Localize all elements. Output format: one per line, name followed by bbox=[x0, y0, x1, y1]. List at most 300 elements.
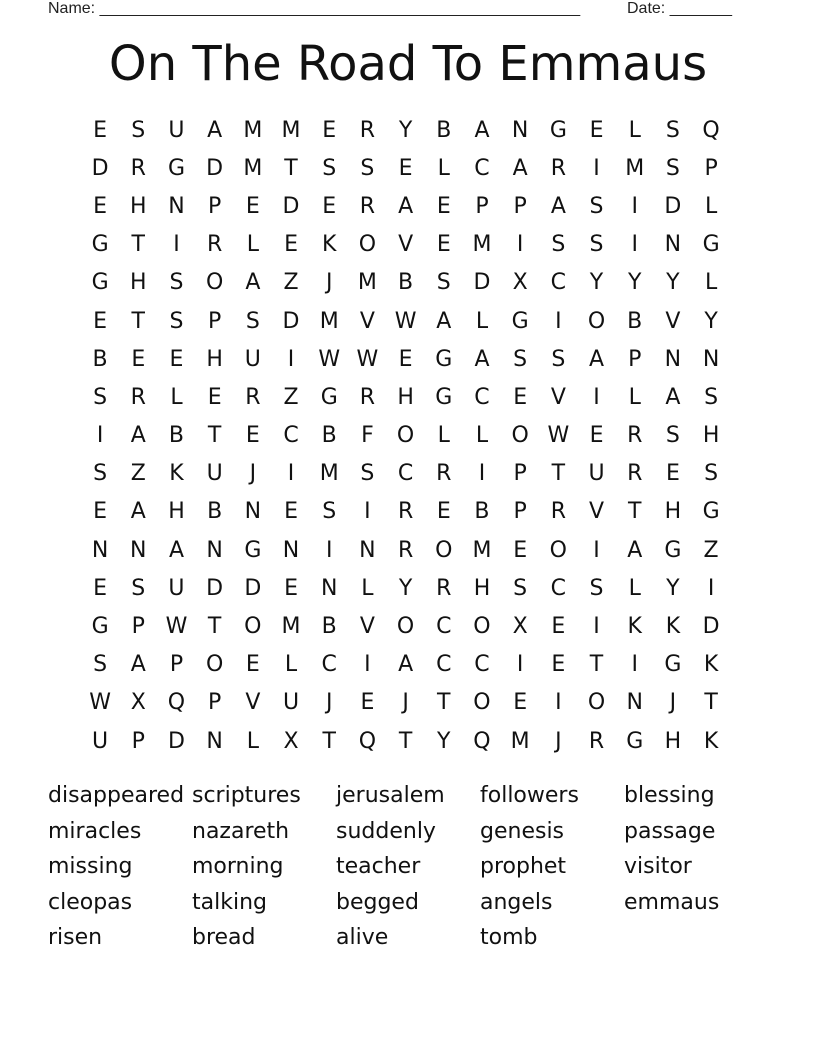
grid-letter[interactable]: T bbox=[322, 728, 336, 754]
grid-letter[interactable]: I bbox=[287, 461, 295, 487]
grid-letter[interactable]: R bbox=[207, 232, 223, 258]
grid-letter[interactable]: S bbox=[551, 346, 566, 372]
grid-letter[interactable]: M bbox=[510, 728, 530, 754]
grid-letter[interactable]: S bbox=[322, 499, 337, 525]
grid-letter[interactable]: U bbox=[92, 728, 109, 754]
grid-letter[interactable]: O bbox=[511, 423, 529, 449]
grid-letter[interactable]: R bbox=[130, 155, 146, 181]
grid-letter[interactable]: A bbox=[398, 652, 414, 678]
grid-letter[interactable]: B bbox=[398, 270, 414, 296]
grid-letter[interactable]: O bbox=[435, 537, 453, 563]
grid-letter[interactable]: E bbox=[93, 308, 108, 334]
grid-letter[interactable]: P bbox=[131, 728, 145, 754]
grid-letter[interactable]: D bbox=[282, 308, 300, 334]
grid-letter[interactable]: O bbox=[587, 690, 606, 716]
grid-letter[interactable]: P bbox=[131, 614, 145, 640]
grid-letter[interactable]: E bbox=[322, 117, 337, 143]
grid-letter[interactable]: W bbox=[356, 346, 379, 372]
grid-letter[interactable]: A bbox=[207, 117, 223, 143]
grid-letter[interactable]: H bbox=[397, 384, 414, 410]
grid-letter[interactable]: G bbox=[702, 499, 720, 525]
grid-letter[interactable]: C bbox=[474, 155, 490, 181]
grid-letter[interactable]: O bbox=[205, 270, 224, 296]
grid-letter[interactable]: D bbox=[702, 614, 720, 640]
grid-letter[interactable]: A bbox=[130, 652, 146, 678]
grid-letter[interactable]: E bbox=[513, 690, 528, 716]
grid-letter[interactable]: Y bbox=[589, 270, 604, 296]
grid-letter[interactable]: G bbox=[435, 346, 453, 372]
grid-letter[interactable]: L bbox=[246, 232, 259, 258]
grid-letter[interactable]: E bbox=[360, 690, 375, 716]
grid-letter[interactable]: E bbox=[589, 117, 604, 143]
grid-letter[interactable]: S bbox=[169, 308, 184, 334]
grid-letter[interactable]: H bbox=[130, 270, 147, 296]
grid-letter[interactable]: E bbox=[93, 117, 108, 143]
grid-letter[interactable]: A bbox=[550, 193, 566, 219]
grid-letter[interactable]: T bbox=[131, 232, 145, 258]
grid-letter[interactable]: G bbox=[91, 232, 109, 258]
grid-letter[interactable]: P bbox=[208, 193, 222, 219]
grid-letter[interactable]: M bbox=[319, 308, 339, 334]
grid-letter[interactable]: H bbox=[473, 575, 491, 601]
grid-letter[interactable]: S bbox=[93, 384, 108, 410]
grid-letter[interactable]: C bbox=[550, 575, 567, 601]
grid-letter[interactable]: K bbox=[627, 614, 642, 640]
grid-letter[interactable]: M bbox=[472, 537, 492, 563]
grid-letter[interactable]: S bbox=[245, 308, 260, 334]
grid-letter[interactable]: I bbox=[325, 537, 333, 563]
grid-letter[interactable]: M bbox=[319, 461, 339, 487]
grid-letter[interactable]: K bbox=[169, 461, 184, 487]
grid-letter[interactable]: N bbox=[664, 232, 682, 258]
grid-letter[interactable]: R bbox=[550, 499, 566, 525]
grid-letter[interactable]: N bbox=[664, 346, 682, 372]
grid-letter[interactable]: P bbox=[513, 499, 527, 525]
grid-letter[interactable]: E bbox=[398, 346, 413, 372]
grid-letter[interactable]: H bbox=[206, 346, 223, 372]
grid-letter[interactable]: T bbox=[551, 461, 566, 487]
grid-letter[interactable]: W bbox=[318, 346, 341, 372]
grid-letter[interactable]: M bbox=[243, 117, 263, 143]
grid-letter[interactable]: J bbox=[555, 728, 562, 754]
grid-letter[interactable]: J bbox=[402, 690, 409, 716]
grid-letter[interactable]: N bbox=[626, 690, 643, 716]
grid-letter[interactable]: C bbox=[283, 423, 299, 449]
grid-letter[interactable]: P bbox=[628, 346, 642, 372]
grid-letter[interactable]: C bbox=[436, 652, 452, 678]
grid-letter[interactable]: M bbox=[472, 232, 492, 258]
grid-letter[interactable]: X bbox=[512, 270, 528, 296]
grid-letter[interactable]: E bbox=[284, 575, 298, 601]
grid-letter[interactable]: O bbox=[587, 308, 606, 334]
grid-letter[interactable]: U bbox=[282, 690, 300, 716]
grid-letter[interactable]: A bbox=[245, 270, 261, 296]
grid-letter[interactable]: N bbox=[244, 499, 262, 525]
grid-letter[interactable]: S bbox=[131, 117, 146, 143]
grid-letter[interactable]: V bbox=[245, 690, 261, 716]
grid-letter[interactable]: Z bbox=[283, 270, 299, 296]
grid-letter[interactable]: H bbox=[702, 423, 720, 449]
grid-letter[interactable]: B bbox=[168, 423, 185, 449]
grid-letter[interactable]: V bbox=[359, 308, 375, 334]
grid-letter[interactable]: L bbox=[704, 270, 718, 296]
grid-letter[interactable]: L bbox=[170, 384, 183, 410]
grid-letter[interactable]: G bbox=[511, 308, 529, 334]
grid-letter[interactable]: K bbox=[703, 652, 719, 678]
grid-letter[interactable]: Y bbox=[666, 575, 680, 601]
grid-letter[interactable]: U bbox=[168, 575, 185, 601]
grid-letter[interactable]: L bbox=[284, 652, 298, 678]
grid-letter[interactable]: G bbox=[435, 384, 453, 410]
grid-letter[interactable]: P bbox=[513, 193, 527, 219]
grid-letter[interactable]: S bbox=[704, 384, 719, 410]
grid-letter[interactable]: C bbox=[474, 384, 490, 410]
grid-letter[interactable]: C bbox=[436, 614, 452, 640]
grid-letter[interactable]: D bbox=[91, 155, 109, 181]
grid-letter[interactable]: S bbox=[436, 270, 451, 296]
grid-letter[interactable]: T bbox=[589, 652, 604, 678]
grid-letter[interactable]: S bbox=[704, 461, 719, 487]
letter-grid bbox=[81, 111, 730, 760]
grid-letter[interactable]: T bbox=[207, 423, 222, 449]
grid-letter[interactable]: P bbox=[475, 193, 489, 219]
grid-letter[interactable]: G bbox=[91, 614, 109, 640]
grid-letter[interactable]: S bbox=[665, 155, 680, 181]
grid-letter[interactable]: A bbox=[665, 384, 681, 410]
grid-letter[interactable]: B bbox=[627, 308, 643, 334]
grid-letter[interactable]: A bbox=[130, 499, 146, 525]
grid-letter[interactable]: P bbox=[169, 652, 184, 678]
grid-letter[interactable]: D bbox=[244, 575, 262, 601]
grid-letter[interactable]: L bbox=[628, 117, 641, 143]
grid-letter[interactable]: A bbox=[474, 117, 490, 143]
grid-letter[interactable]: Y bbox=[437, 728, 451, 754]
grid-letter[interactable]: L bbox=[628, 384, 641, 410]
grid-letter[interactable]: E bbox=[551, 652, 566, 678]
grid-letter[interactable]: G bbox=[664, 652, 682, 678]
grid-letter[interactable]: E bbox=[93, 193, 108, 219]
grid-letter[interactable]: N bbox=[359, 537, 376, 563]
grid-letter[interactable]: R bbox=[397, 537, 414, 563]
grid-letter[interactable]: S bbox=[131, 575, 146, 601]
grid-letter[interactable]: R bbox=[627, 461, 643, 487]
grid-letter[interactable]: S bbox=[665, 117, 680, 143]
grid-letter[interactable]: Y bbox=[627, 270, 642, 296]
grid-letter[interactable]: S bbox=[589, 232, 604, 258]
grid-letter[interactable]: C bbox=[474, 652, 490, 678]
grid-letter[interactable]: T bbox=[704, 690, 718, 716]
grid-letter[interactable]: E bbox=[513, 384, 528, 410]
grid-letter[interactable]: T bbox=[207, 614, 222, 640]
grid-letter[interactable]: X bbox=[512, 614, 528, 640]
grid-letter[interactable]: Q bbox=[358, 728, 377, 754]
grid-letter[interactable]: R bbox=[359, 384, 376, 410]
grid-letter[interactable]: B bbox=[92, 346, 108, 372]
grid-letter[interactable]: Z bbox=[130, 461, 146, 487]
grid-letter[interactable]: U bbox=[206, 461, 223, 487]
grid-letter[interactable]: M bbox=[625, 155, 645, 181]
grid-letter[interactable]: S bbox=[360, 461, 375, 487]
grid-letter[interactable]: O bbox=[244, 614, 262, 640]
grid-letter[interactable]: D bbox=[206, 575, 224, 601]
grid-letter[interactable]: O bbox=[473, 614, 491, 640]
grid-letter[interactable]: E bbox=[513, 537, 528, 563]
grid-letter[interactable]: Y bbox=[398, 575, 413, 601]
grid-letter[interactable]: N bbox=[702, 346, 720, 372]
grid-letter[interactable]: G bbox=[549, 117, 567, 143]
grid-letter[interactable]: N bbox=[130, 537, 147, 563]
word-bank-item: miracles bbox=[48, 818, 142, 844]
word-bank-item: visitor bbox=[624, 854, 692, 879]
grid-letter[interactable]: E bbox=[436, 193, 451, 219]
grid-letter[interactable]: E bbox=[169, 346, 184, 372]
grid-letter[interactable]: L bbox=[475, 423, 489, 449]
grid-letter[interactable]: E bbox=[245, 652, 260, 678]
grid-letter[interactable]: M bbox=[243, 155, 263, 181]
grid-letter[interactable]: E bbox=[245, 193, 260, 219]
grid-letter[interactable]: J bbox=[669, 690, 677, 716]
grid-letter[interactable]: S bbox=[93, 652, 108, 678]
grid-letter[interactable]: B bbox=[474, 499, 490, 525]
grid-letter[interactable]: S bbox=[322, 155, 337, 181]
grid-letter[interactable]: E bbox=[436, 499, 451, 525]
grid-letter[interactable]: K bbox=[665, 614, 681, 640]
grid-letter[interactable]: G bbox=[320, 384, 338, 410]
grid-letter[interactable]: L bbox=[437, 155, 450, 181]
grid-letter[interactable]: R bbox=[245, 384, 261, 410]
grid-letter[interactable]: Z bbox=[703, 537, 719, 563]
grid-letter[interactable]: W bbox=[394, 308, 417, 334]
grid-letter[interactable]: T bbox=[284, 155, 298, 181]
grid-letter[interactable]: I bbox=[631, 232, 638, 258]
grid-letter[interactable]: P bbox=[704, 155, 718, 181]
grid-letter[interactable]: V bbox=[665, 308, 681, 334]
grid-letter[interactable]: L bbox=[628, 575, 641, 601]
grid-letter[interactable]: L bbox=[704, 193, 718, 219]
grid-letter[interactable]: E bbox=[589, 423, 604, 449]
grid-letter[interactable]: Y bbox=[704, 308, 718, 334]
grid-letter[interactable]: T bbox=[398, 728, 413, 754]
grid-letter[interactable]: I bbox=[287, 346, 295, 372]
grid-letter[interactable]: D bbox=[167, 728, 185, 754]
grid-letter[interactable]: B bbox=[321, 423, 337, 449]
grid-letter[interactable]: N bbox=[320, 575, 338, 601]
grid-letter[interactable]: N bbox=[168, 193, 185, 219]
grid-letter[interactable]: T bbox=[131, 308, 145, 334]
grid-letter[interactable]: I bbox=[516, 652, 524, 678]
grid-letter[interactable]: D bbox=[473, 270, 491, 296]
grid-letter[interactable]: T bbox=[437, 690, 451, 716]
grid-letter[interactable]: R bbox=[130, 384, 146, 410]
grid-letter[interactable]: W bbox=[547, 423, 570, 449]
grid-letter[interactable]: H bbox=[664, 728, 682, 754]
grid-letter[interactable]: S bbox=[169, 270, 184, 296]
grid-letter[interactable]: I bbox=[96, 423, 104, 449]
grid-letter[interactable]: I bbox=[707, 575, 715, 601]
grid-letter[interactable]: M bbox=[281, 117, 301, 143]
grid-letter[interactable]: R bbox=[359, 193, 376, 219]
grid-letter[interactable]: Z bbox=[283, 384, 299, 410]
grid-letter[interactable]: O bbox=[396, 423, 415, 449]
grid-letter[interactable]: N bbox=[91, 537, 109, 563]
grid-letter[interactable]: E bbox=[93, 499, 108, 525]
grid-letter[interactable]: E bbox=[551, 614, 566, 640]
grid-letter[interactable]: A bbox=[398, 193, 414, 219]
grid-letter[interactable]: O bbox=[473, 690, 491, 716]
grid-letter[interactable]: X bbox=[130, 690, 146, 716]
grid-letter[interactable]: O bbox=[549, 537, 567, 563]
grid-letter[interactable]: E bbox=[284, 499, 298, 525]
grid-letter[interactable]: L bbox=[361, 575, 374, 601]
grid-letter[interactable]: U bbox=[168, 117, 185, 143]
grid-letter[interactable]: R bbox=[550, 155, 566, 181]
grid-letter[interactable]: R bbox=[359, 117, 376, 143]
grid-letter[interactable]: K bbox=[703, 728, 719, 754]
grid-letter[interactable]: O bbox=[358, 232, 377, 258]
grid-letter[interactable]: I bbox=[364, 499, 371, 525]
date-field[interactable]: Date: _______ bbox=[627, 0, 732, 17]
grid-letter[interactable]: G bbox=[626, 728, 644, 754]
grid-letter[interactable]: E bbox=[131, 346, 146, 372]
grid-letter[interactable]: M bbox=[357, 270, 377, 296]
grid-letter[interactable]: U bbox=[588, 461, 605, 487]
grid-letter[interactable]: G bbox=[244, 537, 262, 563]
grid-letter[interactable]: N bbox=[511, 117, 529, 143]
grid-letter[interactable]: S bbox=[513, 346, 528, 372]
grid-letter[interactable]: E bbox=[245, 423, 260, 449]
grid-letter[interactable]: H bbox=[168, 499, 185, 525]
grid-letter[interactable]: L bbox=[437, 423, 450, 449]
grid-letter[interactable]: I bbox=[364, 652, 371, 678]
grid-letter[interactable]: S bbox=[589, 193, 604, 219]
grid-letter[interactable]: V bbox=[550, 384, 566, 410]
grid-letter[interactable]: S bbox=[589, 575, 604, 601]
grid-letter[interactable]: V bbox=[589, 499, 605, 525]
grid-letter[interactable]: I bbox=[593, 614, 600, 640]
grid-letter[interactable]: D bbox=[664, 193, 682, 219]
grid-letter[interactable]: I bbox=[478, 461, 486, 487]
grid-letter[interactable]: T bbox=[627, 499, 642, 525]
grid-letter[interactable]: E bbox=[398, 155, 413, 181]
grid-letter[interactable]: R bbox=[397, 499, 414, 525]
grid-letter[interactable]: X bbox=[283, 728, 299, 754]
grid-letter[interactable]: I bbox=[593, 155, 600, 181]
grid-letter[interactable]: I bbox=[631, 652, 638, 678]
grid-letter[interactable]: E bbox=[93, 575, 108, 601]
grid-letter[interactable]: P bbox=[208, 690, 222, 716]
grid-letter[interactable]: J bbox=[249, 461, 257, 487]
grid-letter[interactable]: O bbox=[205, 652, 224, 678]
word-bank-item: scriptures bbox=[192, 783, 301, 808]
grid-letter[interactable]: R bbox=[588, 728, 605, 754]
grid-letter[interactable]: D bbox=[282, 193, 300, 219]
grid-letter[interactable]: S bbox=[551, 232, 566, 258]
grid-letter[interactable]: Y bbox=[398, 117, 413, 143]
grid-letter[interactable]: W bbox=[89, 690, 111, 716]
grid-letter[interactable]: E bbox=[665, 461, 680, 487]
grid-letter[interactable]: E bbox=[284, 232, 298, 258]
grid-letter[interactable]: Q bbox=[167, 690, 186, 716]
grid-letter[interactable]: C bbox=[550, 270, 567, 296]
grid-letter[interactable]: B bbox=[436, 117, 452, 143]
grid-letter[interactable]: A bbox=[436, 308, 452, 334]
grid-letter[interactable]: I bbox=[555, 690, 562, 716]
grid-letter[interactable]: Q bbox=[702, 117, 720, 143]
grid-letter[interactable]: J bbox=[325, 270, 333, 296]
grid-letter[interactable]: G bbox=[702, 232, 720, 258]
grid-letter[interactable]: M bbox=[281, 614, 301, 640]
grid-letter[interactable]: W bbox=[165, 614, 188, 640]
word-bank-item: alive bbox=[336, 925, 389, 950]
grid-letter[interactable]: Q bbox=[473, 728, 491, 754]
grid-letter[interactable]: A bbox=[130, 423, 146, 449]
header bbox=[0, 0, 816, 20]
grid-letter[interactable]: D bbox=[206, 155, 224, 181]
grid-letter[interactable]: I bbox=[173, 232, 180, 258]
grid-letter[interactable]: N bbox=[282, 537, 300, 563]
grid-letter[interactable]: R bbox=[436, 575, 452, 601]
grid-letter[interactable]: B bbox=[207, 499, 223, 525]
grid-letter[interactable]: E bbox=[322, 193, 337, 219]
grid-letter[interactable]: F bbox=[361, 423, 374, 449]
grid-letter[interactable]: A bbox=[512, 155, 528, 181]
grid-letter[interactable]: R bbox=[436, 461, 452, 487]
name-field[interactable]: Name: ______________________________________________________ bbox=[48, 0, 581, 17]
grid-letter[interactable]: G bbox=[664, 537, 682, 563]
grid-letter[interactable]: E bbox=[436, 232, 451, 258]
grid-letter[interactable]: I bbox=[516, 232, 524, 258]
word-bank-item: morning bbox=[192, 854, 284, 879]
grid-letter[interactable]: U bbox=[244, 346, 261, 372]
grid-letter[interactable]: H bbox=[664, 499, 682, 525]
grid-letter[interactable]: G bbox=[167, 155, 185, 181]
grid-letter[interactable]: N bbox=[206, 728, 223, 754]
grid-letter[interactable]: V bbox=[398, 232, 414, 258]
grid-letter[interactable]: C bbox=[397, 461, 414, 487]
grid-letter[interactable]: I bbox=[555, 308, 562, 334]
grid-letter[interactable]: A bbox=[589, 346, 605, 372]
grid-letter[interactable]: G bbox=[91, 270, 109, 296]
grid-letter[interactable]: A bbox=[474, 346, 490, 372]
grid-letter[interactable]: S bbox=[360, 155, 375, 181]
grid-letter[interactable]: L bbox=[246, 728, 259, 754]
grid-letter[interactable]: I bbox=[631, 193, 638, 219]
grid-letter[interactable]: E bbox=[207, 384, 222, 410]
grid-letter[interactable]: S bbox=[665, 423, 680, 449]
grid-letter[interactable]: S bbox=[513, 575, 528, 601]
grid-letter[interactable]: N bbox=[206, 537, 223, 563]
grid-letter[interactable]: K bbox=[322, 232, 337, 258]
word-bank-item: genesis bbox=[480, 818, 565, 844]
grid-letter[interactable]: J bbox=[325, 690, 333, 716]
grid-letter[interactable]: S bbox=[93, 461, 108, 487]
grid-letter[interactable]: H bbox=[130, 193, 147, 219]
grid-letter[interactable]: Y bbox=[666, 270, 680, 296]
grid-letter[interactable]: A bbox=[627, 537, 643, 563]
grid-letter[interactable]: I bbox=[593, 384, 600, 410]
grid-letter[interactable]: L bbox=[475, 308, 489, 334]
grid-letter[interactable]: P bbox=[208, 308, 222, 334]
grid-letter[interactable]: B bbox=[321, 614, 337, 640]
grid-letter[interactable]: P bbox=[513, 461, 527, 487]
grid-letter[interactable]: O bbox=[396, 614, 415, 640]
grid-letter[interactable]: C bbox=[321, 652, 337, 678]
grid-letter[interactable]: R bbox=[627, 423, 643, 449]
word-bank-item: bread bbox=[192, 925, 256, 950]
grid-letter[interactable]: I bbox=[593, 537, 600, 563]
grid-letter[interactable]: A bbox=[168, 537, 184, 563]
grid-letter[interactable]: V bbox=[359, 614, 375, 640]
